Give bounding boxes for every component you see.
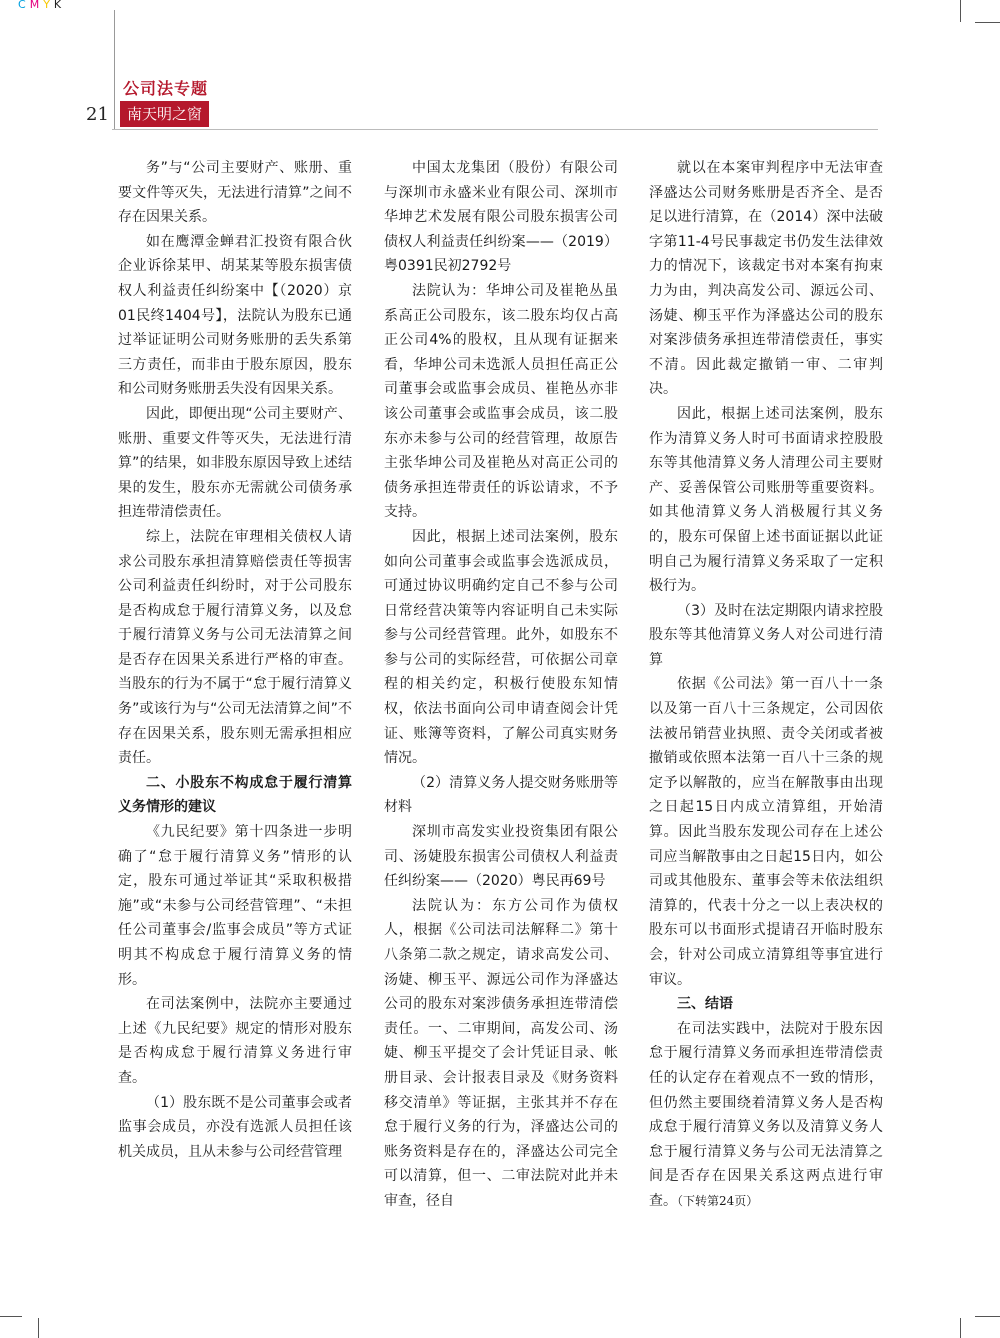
body-paragraph xyxy=(649,1017,883,1214)
paragraph-text: 法院认为：华坤公司及崔艳丛虽系高正公司股东，该二股东均仅占高正公司4%的股权，且从现有证据来看，华坤公司未选派人员担任高正公司董事会或监事会成员、崔艳丛亦非该公司董事会或监事会成员，该二股东亦未参与公司的经营管理，故原告主张华坤公司及崔艳丛对高正公司的债务承担连带责任的诉讼请求，不予支持。 xyxy=(384,282,618,521)
body-paragraph xyxy=(649,156,883,402)
body-paragraph xyxy=(118,156,352,230)
body-paragraph xyxy=(384,156,618,279)
page-number: 21 xyxy=(86,104,109,125)
body-paragraph xyxy=(118,402,352,525)
paragraph-text: （1）股东既不是公司董事会或者监事会成员，亦没有选派人员担任该机关成员，且从未参与公司经营管理 xyxy=(118,1094,352,1160)
crop-mark xyxy=(975,1316,1000,1317)
cmyk-y: Y xyxy=(43,0,51,11)
body-paragraph xyxy=(384,525,618,771)
header-divider xyxy=(114,10,115,130)
section-heading xyxy=(118,771,352,820)
section-title: 公司法专题 xyxy=(123,79,209,98)
body-paragraph xyxy=(118,1091,352,1165)
text-column-1 xyxy=(118,156,352,1164)
paragraph-text: （3）及时在法定期限内请求控股股东等其他清算义务人对公司进行清算 xyxy=(649,602,883,668)
header-rule xyxy=(112,129,878,130)
paragraph-text: 因此，根据上述司法案例，股东作为清算义务人时可书面请求控股股东等其他清算义务人清理公司主要财产、妥善保管公司账册等重要资料。如其他清算义务人消极履行其义务的，股东可保留上述书面证据以此证明自己为履行清算义务采取了一定积极行为。 xyxy=(649,405,883,595)
body-paragraph xyxy=(384,894,618,1214)
cmyk-print-marks xyxy=(18,0,65,11)
crop-mark xyxy=(960,1318,961,1338)
paragraph-text: 《九民纪要》第十四条进一步明确了“怠于履行清算义务”情形的认定，股东可通过举证其“采取积极措施”或“未参与公司经营管理”、“未担任公司董事会/监事会成员”等方式证明其不构成怠于履行清算义务的情形。 xyxy=(118,824,352,988)
paragraph-text: 法院认为：东方公司作为债权人，根据《公司法司法解释二》第十八条第二款之规定，请求高发公司、汤婕、柳玉平、源远公司作为泽盛达公司的股东对案涉债务承担连带清偿责任。一、二审期间，高发公司、汤婕、柳玉平提交了会计凭证目录、帐册目录、会计报表目录及《财务资料移交清单》等证据，主张其并不存在怠于履行义务的行为，泽盛达公司的账务资料是存在的，泽盛达公司完全可以清算，但一、二审法院对此并未审查，径自 xyxy=(384,897,618,1209)
paragraph-text: 因此，即便出现“公司主要财产、账册、重要文件等灭失，无法进行清算”的结果，如非股东原因导致上述结果的发生，股东亦无需就公司债务承担连带清偿责任。 xyxy=(118,405,352,521)
paragraph-text: 因此，根据上述司法案例，股东如向公司董事会或监事会选派成员，可通过协议明确约定自己不参与公司日常经营决策等内容证明自己未实际参与公司经营管理。此外，如股东不参与公司的实际经营，可依据公司章程的相关约定，积极行使股东知情权，依法书面向公司申请查阅会计凭证、账簿等资料，了解公司真实财务情况。 xyxy=(384,528,618,767)
paragraph-text: 中国太龙集团（股份）有限公司与深圳市永盛米业有限公司、深圳市华坤艺术发展有限公司股东损害公司债权人利益责任纠纷案——（2019）粤0391民初2792号 xyxy=(384,160,618,275)
body-paragraph xyxy=(649,672,883,992)
crop-mark xyxy=(960,0,961,22)
cmyk-c: C xyxy=(18,0,27,11)
paragraph-text: 依据《公司法》第一百八十一条以及第一百八十三条规定，公司因依法被吊销营业执照、责令关闭或者被撤销或依照本法第一百八十三条的规定予以解散的，应当在解散事由出现之日起15日内成立清算组，开始清算。因此当股东发现公司存在上述公司应当解散事由之日起15日内，如公司或其他股东、董事会等未依法组织清算的，代表十分之一以上表决权的股东可以书面形式提请召开临时股东会，针对公司成立清算组等事宜进行审议。 xyxy=(649,676,883,988)
series-label-box xyxy=(120,101,209,127)
body-paragraph xyxy=(384,279,618,525)
paragraph-text: 二、小股东不构成怠于履行清算义务情形的建议 xyxy=(118,774,352,816)
paragraph-text: 就以在本案审判程序中无法审查泽盛达公司财务账册是否齐全、是否足以进行清算，在（2014）深中法破字第11-4号民事裁定书仍发生法律效力的情况下，该裁定书对本案有拘束力为由，判决高发公司、源远公司、汤婕、柳玉平作为泽盛达公司的股东对案涉债务承担连带清偿责任，事实不清。因此裁定撤销一审、二审判决。 xyxy=(649,160,883,398)
paragraph-text: 综上，法院在审理相关债权人请求公司股东承担清算赔偿责任等损害公司利益责任纠纷时，对于公司股东是否构成怠于履行清算义务，以及怠于履行清算义务与公司无法清算之间是否存在因果关系进行严格的审查。当股东的行为不属于“怠于履行清算义务”或该行为与“公司无法清算之间”不存在因果关系，股东则无需承担相应责任。 xyxy=(118,528,352,767)
paragraph-text: 深圳市高发实业投资集团有限公司、汤婕股东损害公司债权人利益责任纠纷案——（2020）粤民再69号 xyxy=(384,824,618,890)
body-paragraph xyxy=(649,402,883,599)
paragraph-text: 在司法案例中，法院亦主要通过上述《九民纪要》规定的情形对股东是否构成怠于履行清算义务进行审查。 xyxy=(118,996,352,1086)
crop-mark xyxy=(38,1318,39,1338)
continuation-note: （下转第24页） xyxy=(677,1193,759,1208)
body-paragraph xyxy=(384,820,618,894)
text-column-3 xyxy=(649,156,883,1214)
cmyk-k: K xyxy=(53,0,63,11)
crop-mark xyxy=(975,22,1000,23)
paragraph-text: （2）清算义务人提交财务账册等材料 xyxy=(384,774,618,816)
section-heading xyxy=(649,992,883,1017)
paragraph-text: 三、结语 xyxy=(677,996,733,1013)
series-label: 南天明之窗 xyxy=(126,105,202,123)
body-paragraph xyxy=(384,771,618,820)
crop-mark xyxy=(0,1316,22,1317)
body-paragraph xyxy=(118,992,352,1090)
paragraph-text: 在司法实践中，法院对于股东因怠于履行清算义务而承担连带清偿责任的认定存在着观点不一致的情形，但仍然主要围绕着清算义务人是否构成怠于履行清算义务以及清算义务人怠于履行清算义务与公司无法清算之间是否存在因果关系这两点进行审查。 xyxy=(649,1020,883,1209)
body-paragraph xyxy=(649,599,883,673)
body-paragraph xyxy=(118,230,352,402)
paragraph-text: 如在鹰潭金蝉君汇投资有限合伙企业诉徐某甲、胡某某等股东损害债权人利益责任纠纷案中【（2020）京01民终1404号】，法院认为股东已通过举证证明公司财务账册的丢失系第三方责任，而非由于股东原因，股东和公司财务账册丢失没有因果关系。 xyxy=(118,233,352,398)
paragraph-text: 务”与“公司主要财产、账册、重要文件等灭失，无法进行清算”之间不存在因果关系。 xyxy=(118,160,352,226)
text-column-2 xyxy=(384,156,618,1214)
body-paragraph xyxy=(118,525,352,771)
cmyk-m: M xyxy=(29,0,41,11)
body-paragraph xyxy=(118,820,352,992)
